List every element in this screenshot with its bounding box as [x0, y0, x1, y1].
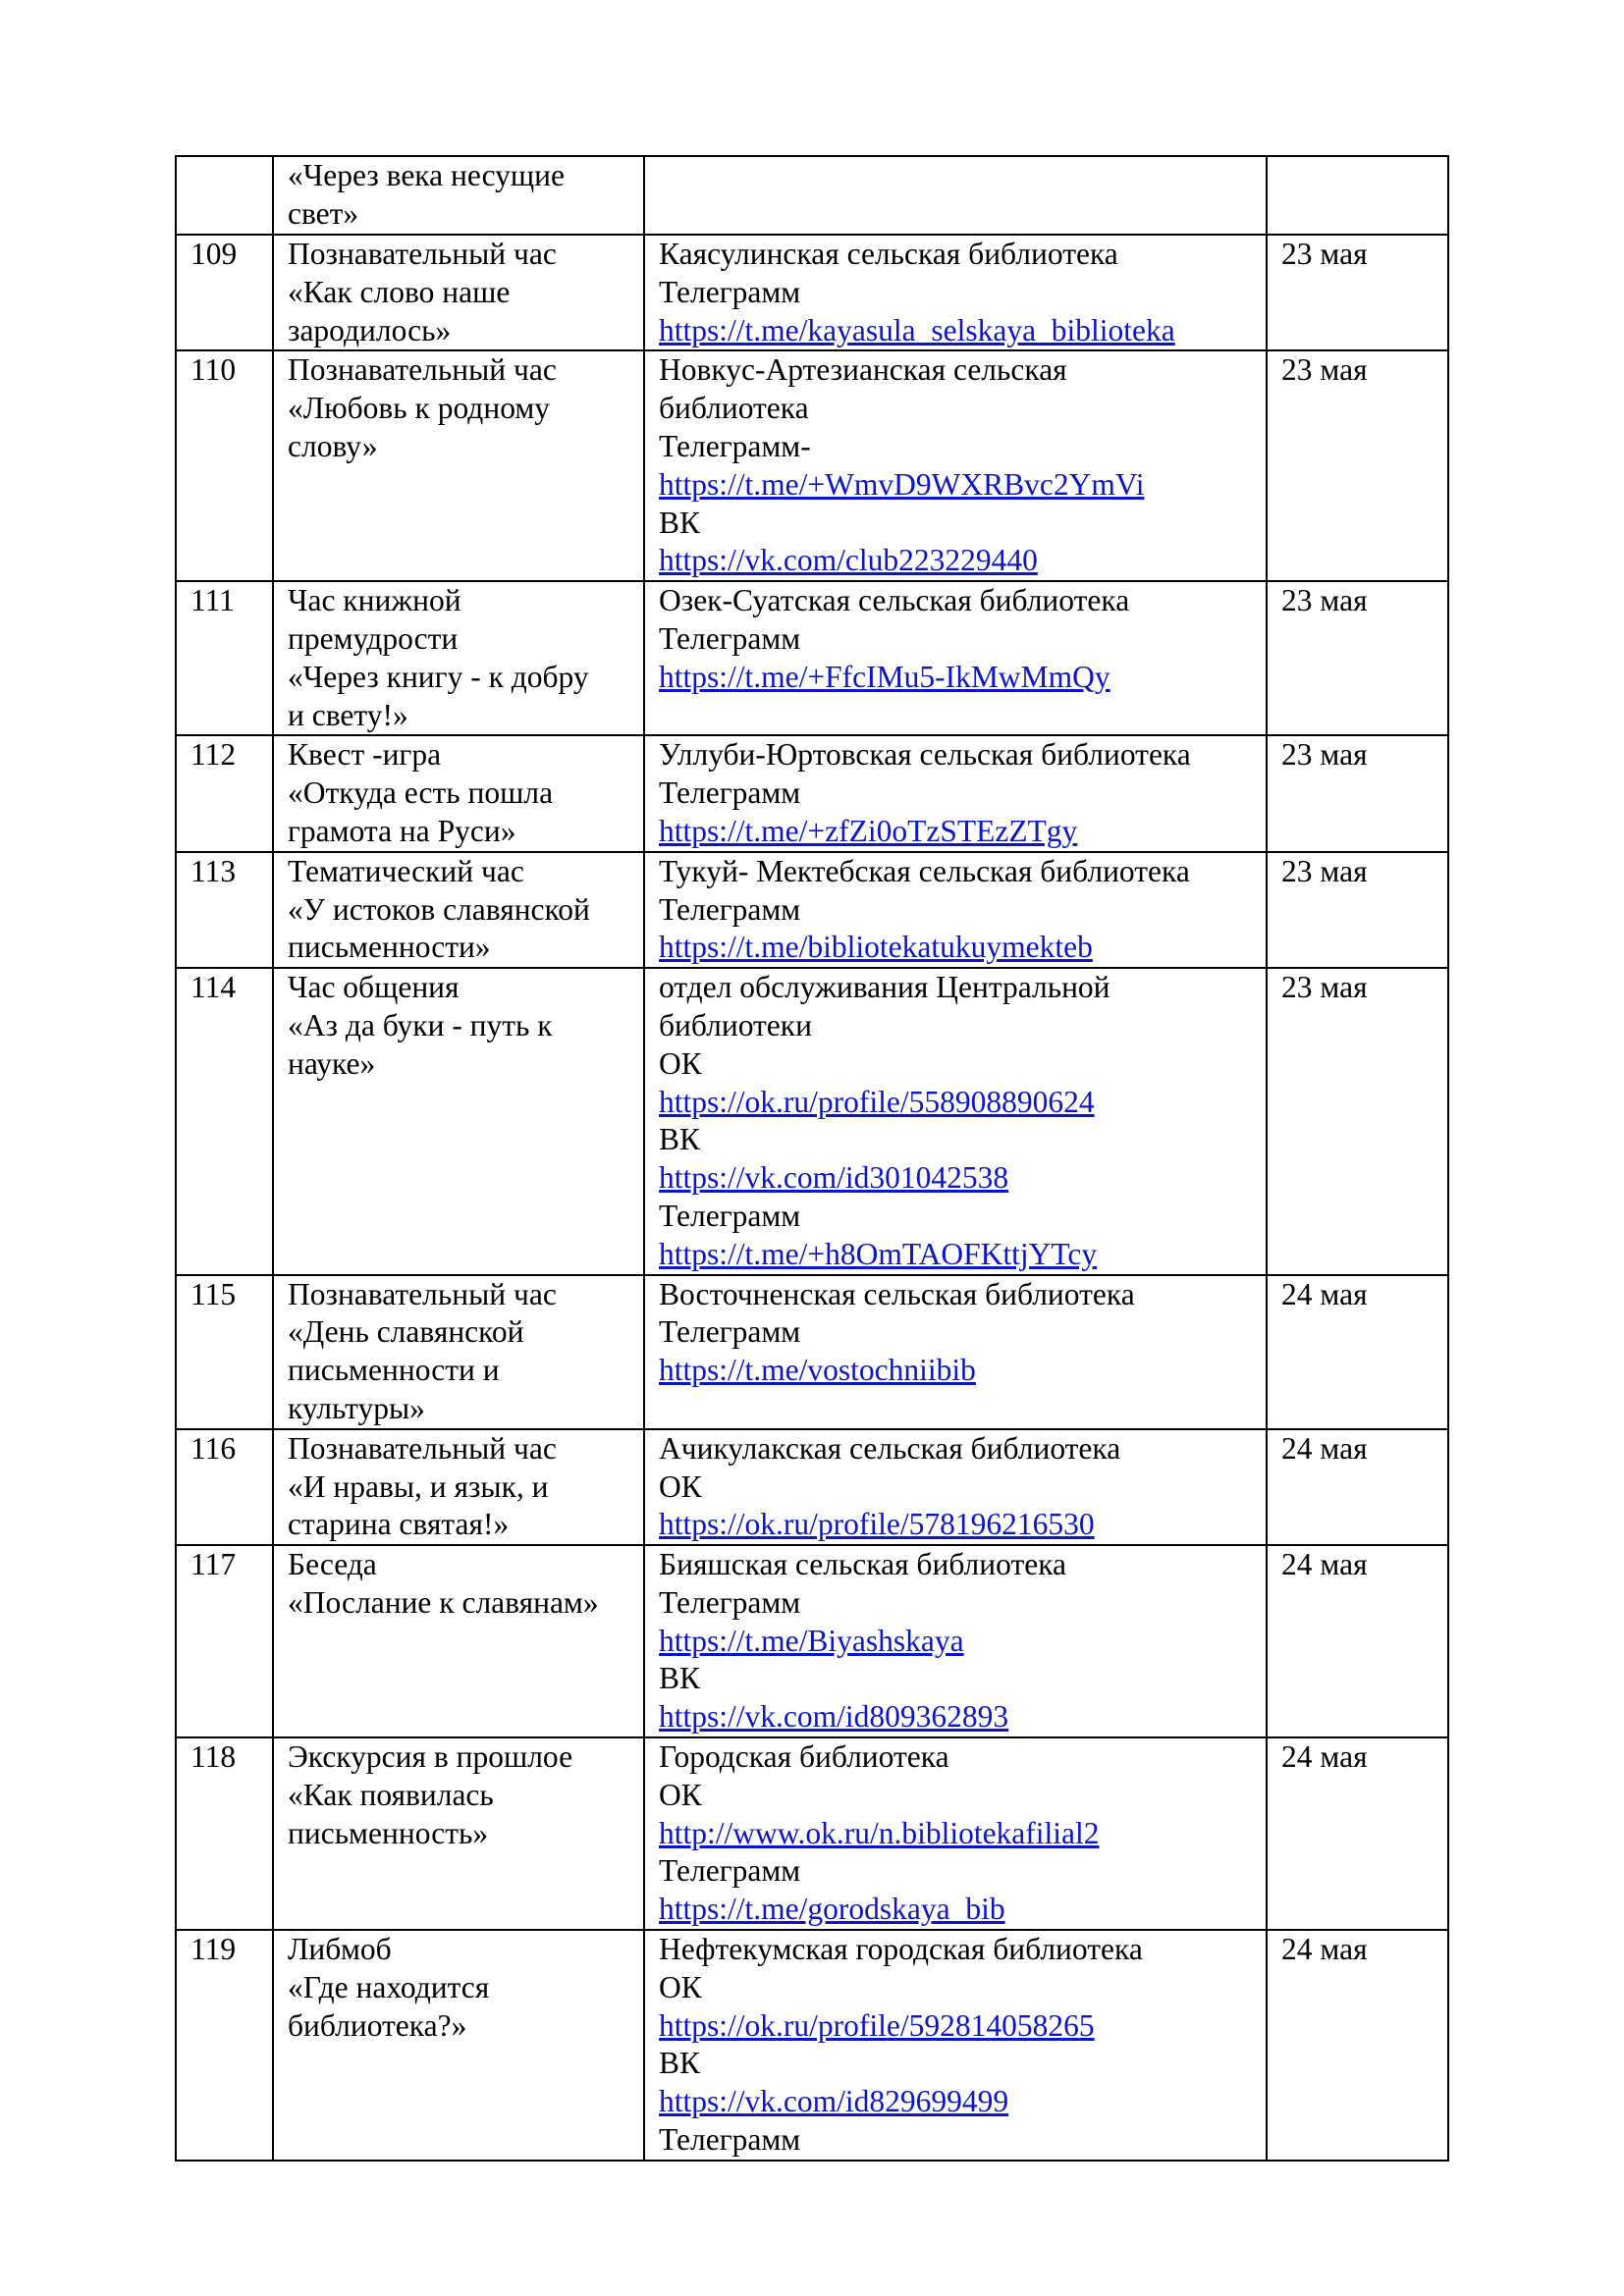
event-name-cell — [273, 1737, 644, 1930]
event-name-cell — [273, 235, 644, 350]
venue-cell — [644, 235, 1267, 350]
venue-link[interactable]: https://t.me/kayasula_selskaya_biblioteka — [659, 312, 1175, 347]
event-name-line: грамота на Руси» — [288, 813, 516, 848]
venue-cell — [644, 1737, 1267, 1930]
venue-link[interactable]: https://t.me/+FfcIMu5-IkMwMmQy — [659, 659, 1110, 694]
row-number-cell: 118 — [176, 1737, 273, 1930]
venue-cell — [644, 1429, 1267, 1545]
event-name-line: Познавательный час — [288, 352, 557, 388]
venue-text-line: Тукуй- Мектебская сельская библиотека — [659, 853, 1190, 888]
venue-text-line: Телеграмм — [659, 1198, 801, 1233]
event-name-line: и свету!» — [288, 697, 408, 732]
venue-text-line: Телеграмм — [659, 1584, 801, 1620]
table-row — [176, 1930, 1448, 2161]
row-number-cell: 115 — [176, 1275, 273, 1429]
venue-cell — [644, 350, 1267, 581]
venue-cell — [644, 735, 1267, 851]
event-name-line: «Через века несущие — [288, 158, 566, 192]
event-name-line: премудрости — [288, 620, 459, 656]
table-row — [176, 1429, 1448, 1545]
event-name-line: «Через книгу - к добру — [288, 659, 589, 694]
table-row — [176, 581, 1448, 735]
venue-text-line: Бияшская сельская библиотека — [659, 1547, 1067, 1582]
table-row — [176, 156, 1448, 235]
row-number-cell: 109 — [176, 235, 273, 350]
table-row — [176, 235, 1448, 350]
event-name-cell — [273, 852, 644, 968]
event-date-cell: 23 мая — [1267, 852, 1448, 968]
venue-link[interactable]: https://t.me/+h8OmTAOFKttjYTcy — [659, 1236, 1098, 1271]
venue-text-line: Телеграмм — [659, 1853, 801, 1889]
venue-cell — [644, 1275, 1267, 1429]
row-number-cell: 116 — [176, 1429, 273, 1545]
event-name-line: «У истоков славянской — [288, 891, 590, 927]
venue-link[interactable]: https://vk.com/id301042538 — [659, 1160, 1009, 1196]
venue-cell — [644, 156, 1267, 235]
venue-link[interactable]: https://vk.com/club223229440 — [659, 543, 1038, 578]
event-name-cell — [273, 1930, 644, 2161]
venue-text-line: Телеграмм — [659, 1314, 801, 1350]
table-row — [176, 1275, 1448, 1429]
venue-link[interactable]: https://t.me/gorodskaya_bib — [659, 1892, 1005, 1927]
event-name-cell — [273, 968, 644, 1274]
venue-link[interactable]: https://ok.ru/profile/592814058265 — [659, 2007, 1095, 2043]
event-name-line: Час общения — [288, 970, 460, 1005]
venue-text-line: Телеграмм — [659, 2122, 801, 2158]
event-name-line: библиотека?» — [288, 2007, 467, 2043]
event-date-cell: 23 мая — [1267, 735, 1448, 851]
row-number-cell: 110 — [176, 350, 273, 581]
event-name-cell — [273, 156, 644, 235]
event-name-line: письменность» — [288, 1815, 489, 1850]
event-name-line: «И нравы, и язык, и — [288, 1468, 549, 1504]
event-name-line: письменности» — [288, 930, 491, 965]
event-date-cell: 24 мая — [1267, 1737, 1448, 1930]
event-name-line: «Как слово наше — [288, 274, 511, 309]
venue-text-line: Нефтекумская городская библиотека — [659, 1932, 1143, 1967]
venue-link[interactable]: https://t.me/+WmvD9WXRBvc2YmVi — [659, 466, 1145, 502]
event-name-line: свет» — [288, 195, 359, 231]
event-name-line: Экскурсия в прошлое — [288, 1739, 573, 1775]
table-row — [176, 852, 1448, 968]
venue-text-line: ОК — [659, 1045, 702, 1081]
venue-link[interactable]: https://ok.ru/profile/578196216530 — [659, 1507, 1095, 1542]
venue-link[interactable]: https://ok.ru/profile/558908890624 — [659, 1084, 1095, 1119]
venue-text-line: библиотека — [659, 391, 809, 426]
table-row — [176, 735, 1448, 851]
venue-text-line: ВК — [659, 505, 701, 540]
venue-cell — [644, 1545, 1267, 1737]
venue-text-line: ВК — [659, 1661, 701, 1696]
venue-link[interactable]: https://vk.com/id829699499 — [659, 2084, 1009, 2119]
venue-link[interactable]: https://vk.com/id809362893 — [659, 1699, 1009, 1735]
venue-text-line: отдел обслуживания Центральной — [659, 970, 1110, 1005]
venue-text-line: ОК — [659, 1777, 702, 1812]
event-name-line: зародилось» — [288, 312, 452, 347]
events-table-body — [176, 156, 1448, 2161]
event-name-line: Час книжной — [288, 583, 461, 618]
event-name-cell — [273, 1545, 644, 1737]
event-date-cell — [1267, 156, 1448, 235]
event-name-line: слову» — [288, 428, 378, 463]
venue-link[interactable]: https://t.me/+zfZi0oTzSTEzZTgy — [659, 813, 1078, 848]
venue-text-line: Телеграмм- — [659, 428, 811, 463]
event-name-line: Познавательный час — [288, 1430, 557, 1466]
event-date-cell: 24 мая — [1267, 1275, 1448, 1429]
row-number-cell — [176, 156, 273, 235]
event-name-line: Квест -игра — [288, 737, 442, 773]
venue-text-line: Телеграмм — [659, 620, 801, 656]
row-number-cell: 119 — [176, 1930, 273, 2161]
venue-link[interactable]: https://t.me/Biyashskaya — [659, 1623, 964, 1658]
event-name-cell — [273, 1429, 644, 1545]
table-row — [176, 350, 1448, 581]
event-name-line: Беседа — [288, 1547, 377, 1582]
event-name-line: Познавательный час — [288, 237, 557, 271]
row-number-cell: 114 — [176, 968, 273, 1274]
event-name-line: «День славянской — [288, 1314, 524, 1350]
venue-text-line: Ачикулакская сельская библиотека — [659, 1430, 1121, 1466]
event-name-line: «Откуда есть пошла — [288, 775, 554, 811]
event-name-cell — [273, 735, 644, 851]
row-number-cell: 111 — [176, 581, 273, 735]
event-name-cell — [273, 581, 644, 735]
event-date-cell: 23 мая — [1267, 581, 1448, 735]
event-name-line: науке» — [288, 1045, 376, 1081]
table-row — [176, 968, 1448, 1274]
venue-text-line: ВК — [659, 2046, 701, 2081]
venue-link[interactable]: https://t.me/vostochniibib — [659, 1353, 976, 1388]
event-name-cell — [273, 1275, 644, 1429]
venue-text-line: ОК — [659, 1468, 702, 1504]
event-date-cell: 24 мая — [1267, 1930, 1448, 2161]
event-name-line: культуры» — [288, 1390, 425, 1425]
row-number-cell: 112 — [176, 735, 273, 851]
venue-text-line: Телеграмм — [659, 775, 801, 811]
events-table — [175, 155, 1449, 2162]
venue-text-line: ОК — [659, 1969, 702, 2004]
venue-text-line: библиотеки — [659, 1007, 812, 1042]
event-name-line: «Где находится — [288, 1969, 490, 2004]
venue-cell — [644, 581, 1267, 735]
venue-cell — [644, 968, 1267, 1274]
event-date-cell: 23 мая — [1267, 350, 1448, 581]
event-name-line: Либмоб — [288, 1932, 392, 1967]
table-row — [176, 1737, 1448, 1930]
venue-link[interactable]: https://t.me/bibliotekatukuymekteb — [659, 930, 1093, 965]
event-name-line: Познавательный час — [288, 1276, 557, 1311]
event-name-line: «Любовь к родному — [288, 391, 551, 426]
event-name-line: письменности и — [288, 1353, 500, 1388]
event-date-cell: 24 мая — [1267, 1429, 1448, 1545]
event-name-line: старина святая!» — [288, 1507, 510, 1542]
event-name-line: «Послание к славянам» — [288, 1584, 599, 1620]
event-date-cell: 24 мая — [1267, 1545, 1448, 1737]
venue-text-line: Новкус-Артезианская сельская — [659, 352, 1067, 388]
venue-text-line: Каясулинская сельская библиотека — [659, 237, 1118, 271]
row-number-cell: 113 — [176, 852, 273, 968]
venue-text-line: Восточненская сельская библиотека — [659, 1276, 1135, 1311]
venue-text-line: Уллуби-Юртовская сельская библиотека — [659, 737, 1191, 773]
row-number-cell: 117 — [176, 1545, 273, 1737]
event-name-cell — [273, 350, 644, 581]
venue-text-line: Городская библиотека — [659, 1739, 949, 1775]
venue-cell — [644, 1930, 1267, 2161]
event-name-line: Тематический час — [288, 853, 524, 888]
venue-cell — [644, 852, 1267, 968]
venue-text-line: ВК — [659, 1122, 701, 1157]
event-date-cell: 23 мая — [1267, 235, 1448, 350]
event-date-cell: 23 мая — [1267, 968, 1448, 1274]
venue-text-line: Телеграмм — [659, 274, 801, 309]
event-name-line: «Аз да буки - путь к — [288, 1007, 553, 1042]
table-row — [176, 1545, 1448, 1737]
venue-text-line: Телеграмм — [659, 891, 801, 927]
venue-link[interactable]: http://www.ok.ru/n.bibliotekafilial2 — [659, 1815, 1100, 1850]
event-name-line: «Как появилась — [288, 1777, 494, 1812]
venue-text-line: Озек-Суатская сельская библиотека — [659, 583, 1130, 618]
